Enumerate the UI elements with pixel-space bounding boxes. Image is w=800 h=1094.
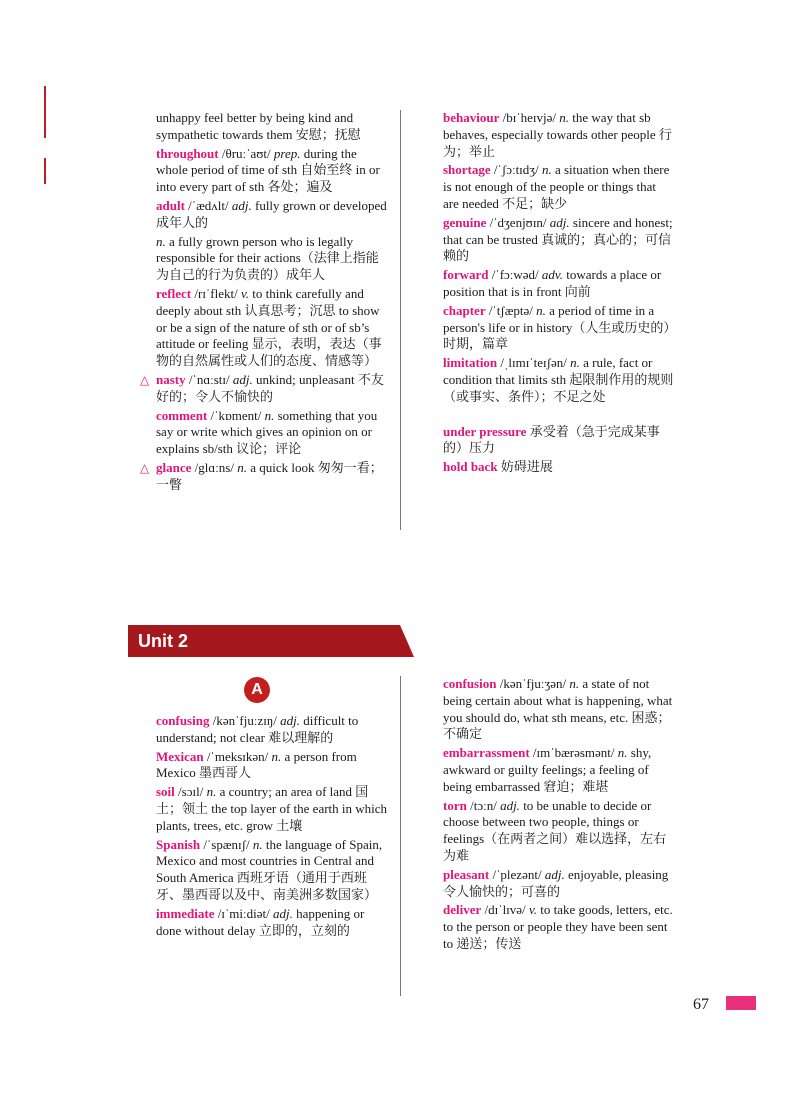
part-of-speech: n. — [252, 836, 263, 852]
definition: a quick look 匆匆一看；一瞥 — [156, 459, 383, 492]
headword: confusing — [156, 713, 210, 728]
vocab-entry — [443, 676, 675, 743]
definition: a state of not being certain about what is happening, what you should do, what sth means, etc. 困惑；不确定 — [443, 676, 673, 742]
headword: shortage — [443, 162, 491, 178]
vocab-entry — [140, 371, 388, 406]
part-of-speech: v. — [528, 902, 537, 918]
vocab-entry — [156, 784, 388, 834]
headword: forward — [443, 267, 489, 283]
margin-mark-bottom — [44, 158, 46, 184]
phonetic: /ˈædʌlt/ — [188, 197, 229, 213]
vocab-entry — [443, 867, 675, 901]
vocab-entry — [156, 713, 388, 747]
phonetic: /θruːˈaʊt/ — [221, 145, 271, 161]
definition: towards a place or position that is in front 向前 — [443, 267, 662, 299]
page-number-bar — [726, 996, 756, 1010]
definition: unkind; unpleasant 不友好的；令人不愉快的 — [156, 371, 384, 404]
definition: the way that sb behaves, especially towards other people 行为；举止 — [443, 110, 672, 159]
phonetic: /kənˈfjuːʒən/ — [499, 676, 567, 691]
triangle-marker-icon: △ — [140, 372, 150, 387]
margin-mark-top — [44, 86, 46, 138]
phonetic: /ˈkɒment/ — [210, 407, 262, 423]
vocab-entry — [156, 749, 388, 783]
headword: confusion — [443, 676, 497, 691]
headword: Spanish — [156, 836, 201, 852]
part-of-speech: n. — [206, 784, 217, 800]
headword: comment — [156, 407, 208, 423]
headword: genuine — [443, 214, 487, 230]
definition: during the whole period of time of sth 自始至终 in or into every part of sth 各处；遍及 — [156, 145, 380, 195]
definition-continuation: unhappy feel better by being kind and sympathetic towards them 安慰；抚慰 — [156, 110, 361, 142]
part-of-speech: n. — [569, 676, 580, 691]
bottom-right-column — [443, 676, 675, 955]
part-of-speech: n. — [559, 110, 570, 125]
part-of-speech: adj. — [544, 866, 565, 882]
definition: happening or done without delay 立即的，立刻的 — [156, 905, 365, 938]
vocab-entry — [156, 234, 388, 284]
phonetic: /ˈfɔːwəd/ — [491, 267, 539, 283]
headword: adult — [156, 197, 185, 213]
part-of-speech: adj. — [500, 797, 520, 813]
vocab-entry — [443, 355, 675, 405]
page-number: 67 — [693, 996, 709, 1013]
definition: a situation when there is not enough of the people or things that are needed 不足；缺少 — [443, 162, 670, 211]
part-of-speech: n. — [570, 355, 580, 371]
definition: 妨碍进展 — [500, 459, 553, 475]
headword: immediate — [156, 905, 215, 921]
vocab-entry — [443, 745, 675, 795]
phonetic: /ˈplezənt/ — [492, 866, 542, 882]
part-of-speech: v. — [240, 285, 250, 301]
definition: to be unable to decide or choose between two people, things or feelings（在两者之间）难以选择，左右为难 — [443, 797, 667, 863]
definition: to think carefully and deeply about sth 认真思考；沉思 to show or be a sign of the nature of sth or of sb’s attitude or feeling 显示，表明，表达（事物的自然属性或人们的态度、情感等） — [156, 285, 382, 369]
phonetic: /kənˈfjuːzɪŋ/ — [212, 713, 277, 728]
phonetic: /ˈnɑːstɪ/ — [188, 371, 230, 387]
headword: reflect — [156, 285, 192, 301]
headword: behaviour — [443, 110, 500, 125]
phonetic: /ɪˈmiːdiət/ — [217, 905, 270, 921]
part-of-speech: adv. — [541, 267, 563, 283]
vocab-entry — [443, 424, 675, 458]
headword: torn — [443, 797, 467, 813]
part-of-speech: adj. — [272, 905, 293, 921]
definition: difficult to understand; not clear 难以理解的 — [156, 713, 359, 745]
definition: a fully grown person who is legally responsible for their actions（法律上指能为自己的行为负责的）成年人 — [156, 233, 379, 283]
column-divider-bottom — [400, 676, 401, 996]
headword: deliver — [443, 902, 482, 918]
section-badge: A — [244, 677, 270, 703]
definition: a rule, fact or condition that limits sth 起限制作用的规则（或事实、条件）；不足之处 — [443, 355, 674, 404]
definition: a country; an area of land 国土；领土 the top layer of the earth in which plants, trees, etc. grow 土壤 — [156, 784, 388, 833]
definition: a person from Mexico 墨西哥人 — [156, 748, 357, 781]
definition: the language of Spain, Mexico and most countries in Central and South America 西班牙语（通用于西班牙、墨西哥以及中、南美洲多数国家） — [156, 836, 383, 902]
part-of-speech: n. — [536, 302, 546, 318]
part-of-speech: prep. — [273, 145, 301, 161]
top-right-column — [443, 110, 675, 478]
phonetic: /bɪˈheɪvjə/ — [502, 110, 557, 125]
part-of-speech: n. — [156, 233, 166, 249]
vocab-entry — [443, 902, 675, 952]
column-divider-top — [400, 110, 401, 530]
headword: Mexican — [156, 748, 204, 764]
vocab-entry — [140, 459, 388, 494]
part-of-speech: n. — [541, 162, 552, 178]
definition: enjoyable, pleasing 令人愉快的；可喜的 — [443, 866, 669, 899]
vocab-entry — [443, 303, 675, 353]
vocab-entry — [156, 408, 388, 458]
phonetic: /rɪˈflekt/ — [194, 285, 238, 301]
vocab-entry — [443, 267, 675, 301]
vocab-entry — [156, 198, 388, 232]
vocab-entry — [443, 215, 675, 265]
phonetic: /glɑːns/ — [194, 459, 234, 475]
definition: 承受着（急于完成某事的）压力 — [443, 423, 660, 456]
vocab-entry — [443, 459, 675, 476]
part-of-speech: n. — [617, 745, 628, 761]
top-left-column — [140, 110, 388, 496]
phonetic: /ˈtʃæptə/ — [488, 302, 533, 318]
definition: something that you say or write which gives an opinion on or explains sb/sth 议论；评论 — [156, 407, 378, 457]
part-of-speech: adj. — [231, 197, 252, 213]
vocab-entry — [156, 286, 388, 370]
part-of-speech: n. — [271, 748, 282, 764]
definition: fully grown or developed 成年人的 — [156, 197, 387, 230]
headword: hold back — [443, 459, 498, 475]
phonetic: /ˈʃɔːtɪdʒ/ — [493, 162, 539, 178]
phonetic: /ˈdʒenjʊɪn/ — [489, 214, 547, 230]
headword: chapter — [443, 302, 486, 318]
part-of-speech: n. — [264, 407, 275, 423]
bottom-left-column — [156, 713, 388, 941]
part-of-speech: adj. — [232, 371, 253, 387]
phonetic: /dɪˈlɪvə/ — [484, 902, 526, 918]
phonetic: /ɪmˈbærəsmənt/ — [532, 745, 615, 761]
phonetic: /sɔɪl/ — [178, 784, 204, 800]
vocab-entry — [156, 837, 388, 904]
vocab-entry — [156, 146, 388, 196]
part-of-speech: adj. — [280, 713, 301, 728]
headword: nasty — [156, 371, 186, 387]
definition: to take goods, letters, etc. to the person or people they have been sent to 递送；传送 — [443, 902, 673, 951]
definition: shy, awkward or guilty feelings; a feeling of being embarrassed 窘迫；难堪 — [443, 745, 652, 794]
phonetic: /ˈspænɪʃ/ — [203, 836, 250, 852]
headword: embarrassment — [443, 745, 530, 761]
vocab-entry — [443, 162, 675, 212]
definition: sincere and honest; that can be trusted 真诚的；真心的；可信赖的 — [443, 214, 673, 264]
vocab-entry — [443, 110, 675, 160]
headword: limitation — [443, 355, 498, 371]
headword: throughout — [156, 145, 219, 161]
phonetic: /ˈmeksɪkən/ — [206, 748, 269, 764]
vocab-entry — [156, 110, 388, 144]
part-of-speech: adj. — [549, 214, 570, 230]
headword: glance — [156, 459, 192, 475]
unit-title: Unit 2 — [138, 631, 189, 651]
phonetic: /ˌlɪmɪˈteɪʃən/ — [500, 355, 567, 371]
vocab-entry — [156, 906, 388, 940]
definition: a period of time in a person's life or in history（人生或历史的）时期，篇章 — [443, 302, 670, 352]
vocab-entry — [443, 798, 675, 865]
part-of-speech: n. — [237, 459, 247, 475]
triangle-marker-icon: △ — [140, 460, 150, 475]
headword: under pressure — [443, 423, 527, 439]
headword: pleasant — [443, 866, 490, 882]
headword: soil — [156, 784, 175, 800]
phonetic: /tɔːn/ — [470, 797, 497, 813]
